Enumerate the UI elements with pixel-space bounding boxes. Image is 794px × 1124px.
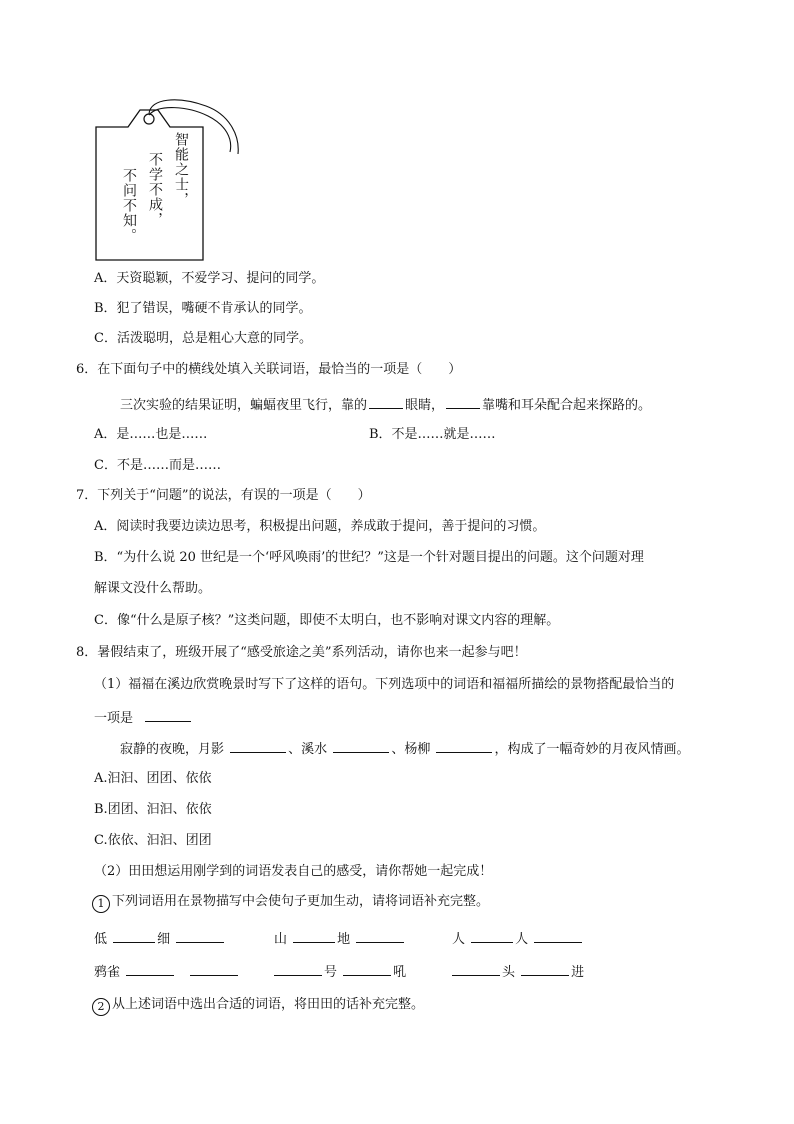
q8-sub2-text: 从上述词语中选出合适的词语，将田田的话补充完整。: [112, 997, 425, 1012]
q8-blank-stream[interactable]: [333, 739, 389, 753]
q6-sentence: [120, 395, 651, 415]
q6-blank-1[interactable]: [369, 395, 403, 409]
word-blank[interactable]: [274, 962, 322, 976]
tag-motto-col1: 智能之士，: [173, 132, 189, 207]
q5-option-a: A．天资聪颖，不爱学习、提问的同学。: [94, 271, 325, 286]
word-ren2: 人: [515, 932, 529, 947]
q6-blank-2[interactable]: [446, 395, 480, 409]
q5-option-c: C．活泼聪明，总是粗心大意的同学。: [94, 331, 312, 346]
q7-option-a: A．阅读时我要边读边思考，积极提出问题，养成敢于提问，善于提问的习惯。: [94, 519, 546, 534]
q8-part1-answer-prompt: 一项是: [94, 711, 134, 726]
q8-option-c: C.依依、汩汩、团团: [94, 833, 212, 848]
q6-sentence-part2: 眼睛，: [405, 398, 445, 413]
q8-sub1: [92, 893, 489, 913]
q7-stem: 7．下列关于“问题”的说法，有误的一项是（ ）: [76, 488, 371, 503]
word-tou: 头: [502, 965, 516, 980]
q6-sentence-part1: 三次实验的结果证明，蝙蝠夜里飞行，靠的: [120, 398, 368, 413]
word-blank[interactable]: [293, 929, 335, 943]
word-blank[interactable]: [176, 929, 224, 943]
word-hou: 吼: [393, 965, 407, 980]
q8-part2: （2）田田想运用刚学到的词语发表自己的感受，请你帮她一起完成！: [94, 864, 493, 879]
q8-sentence-c: 、杨柳: [391, 742, 431, 757]
word-row-1c: [452, 929, 584, 949]
q7-option-b-line1: B．“为什么说 20 世纪是一个‘呼风唤雨’的世纪？”这是一个针对题目提出的问题。这个问题对理: [94, 550, 644, 565]
q8-sentence-b: 、溪水: [288, 742, 328, 757]
q8-part1-line1: （1）福福在溪边欣赏晚景时写下了这样的语句。下列选项中的词语和福福所描绘的景物搭配最恰当的: [94, 677, 675, 692]
word-blank[interactable]: [356, 929, 404, 943]
q7-option-c: C．像“什么是原子核？”这类问题，即使不太明白，也不影响对课文内容的理解。: [94, 613, 560, 628]
word-row-2: [94, 962, 240, 982]
word-blank[interactable]: [126, 962, 174, 976]
word-row-1b: [274, 929, 406, 949]
q8-sub1-text: 下列词语用在景物描写中会使句子更加生动，请将词语补充完整。: [112, 894, 490, 909]
q5-option-b: B．犯了错误，嘴硬不肯承认的同学。: [94, 301, 312, 316]
q8-sentence-a: 寂静的夜晚，月影: [120, 742, 225, 757]
word-jin: 进: [571, 965, 585, 980]
q8-stem: 8．暑假结束了，班级开展了“感受旅途之美”系列活动，请你也来一起参与吧！: [76, 645, 527, 660]
word-row-2c: [450, 962, 584, 982]
q8-sub2: [92, 996, 424, 1016]
circled-number-1: 1: [92, 895, 110, 913]
tag-motto-col2: 不学不成，: [147, 152, 163, 227]
q8-sentence: [120, 739, 689, 759]
q8-part1-line2: [94, 708, 193, 728]
q6-stem: 6．在下面句子中的横线处填入关联词语，最恰当的一项是（ ）: [76, 362, 462, 377]
tag-hole: [144, 114, 154, 124]
word-blank[interactable]: [521, 962, 569, 976]
word-blank[interactable]: [534, 929, 582, 943]
q8-option-a: A.汩汩、团团、依依: [94, 771, 212, 786]
word-xi: 细: [157, 932, 171, 947]
q8-sentence-d: ，构成了一幅奇妙的月夜风情画。: [494, 742, 690, 757]
word-blank[interactable]: [343, 962, 391, 976]
circled-number-2: 2: [92, 998, 110, 1016]
word-blank[interactable]: [471, 929, 513, 943]
word-hao: 号: [324, 965, 338, 980]
word-ren: 人: [452, 932, 466, 947]
word-blank[interactable]: [113, 929, 155, 943]
q7-option-b-line2: 解课文没什么帮助。: [94, 581, 212, 596]
q8-part1-answer-blank[interactable]: [145, 708, 191, 722]
word-di2: 地: [337, 932, 351, 947]
word-row-1: [94, 929, 226, 949]
q6-sentence-part3: 靠嘴和耳朵配合起来探路的。: [482, 398, 652, 413]
word-blank[interactable]: [452, 962, 500, 976]
word-shan: 山: [274, 932, 288, 947]
q6-option-c: C．不是……而是……: [94, 458, 221, 473]
q6-option-b: B．不是……就是……: [369, 427, 496, 442]
q6-option-a: A．是……也是……: [94, 427, 208, 442]
word-row-2b: [272, 962, 406, 982]
tag-motto-col3: 不问不知。: [121, 168, 137, 243]
word-yaque: 鸦雀: [94, 965, 121, 980]
q8-blank-willow[interactable]: [436, 739, 492, 753]
q8-blank-moon[interactable]: [230, 739, 286, 753]
q8-option-b: B.团团、汩汩、依依: [94, 802, 212, 817]
word-di: 低: [94, 932, 108, 947]
word-blank[interactable]: [190, 962, 238, 976]
